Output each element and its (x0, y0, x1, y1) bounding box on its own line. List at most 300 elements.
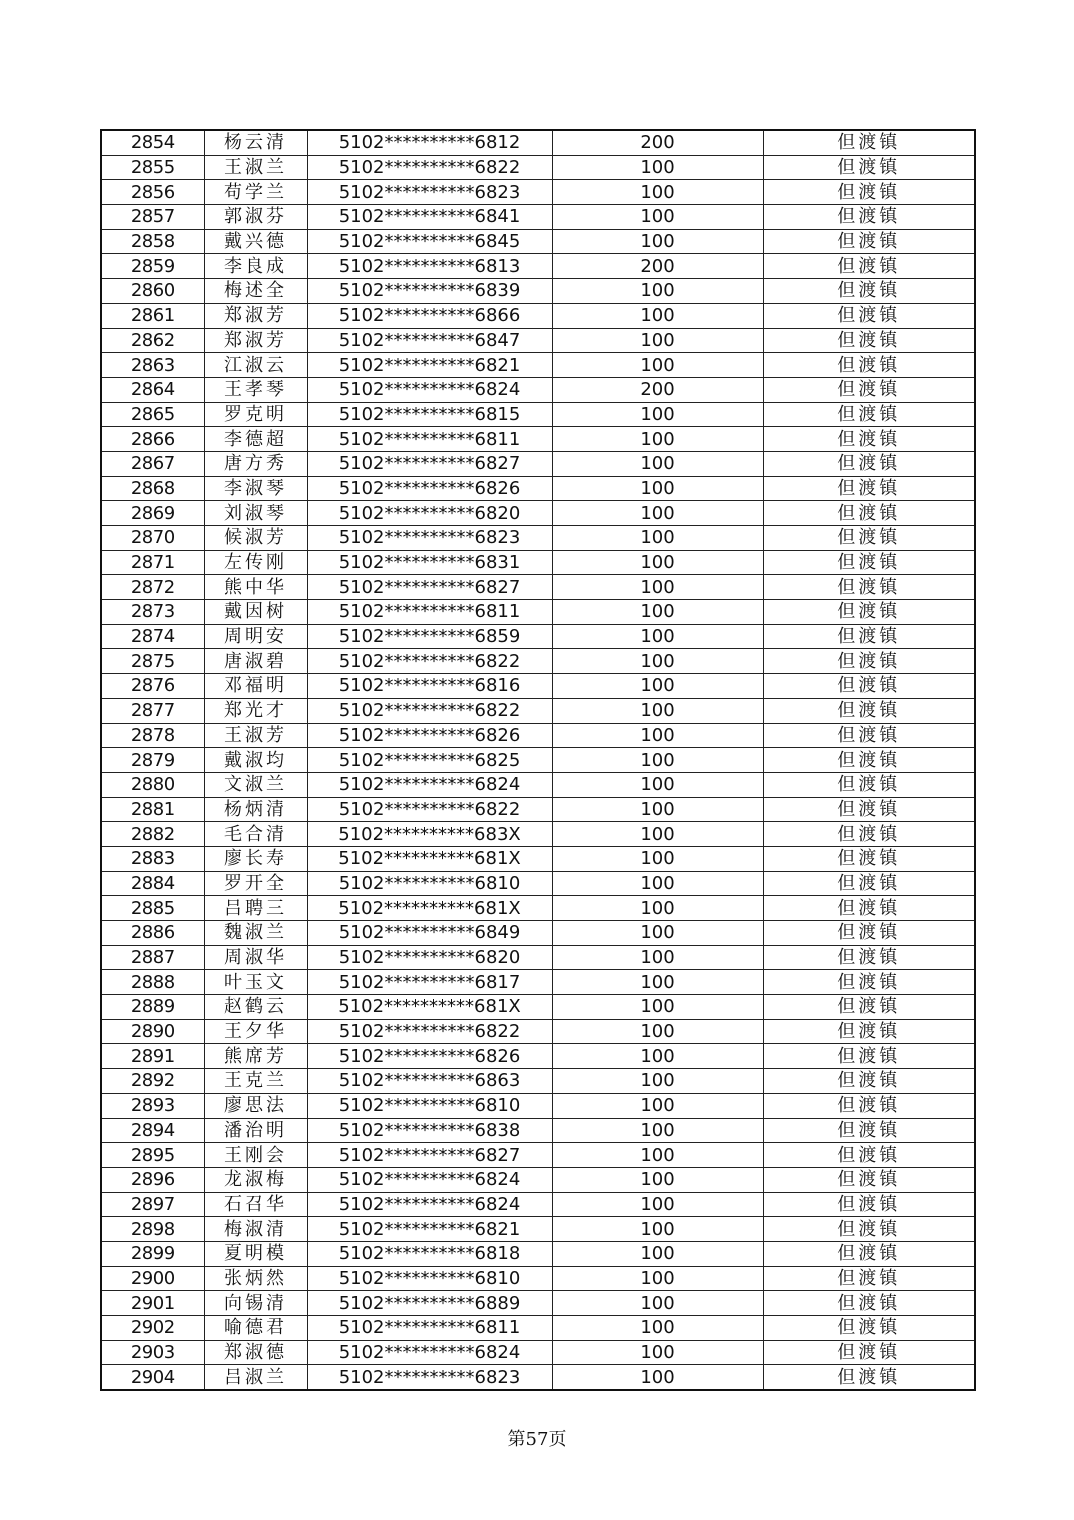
table-row (101, 921, 975, 946)
town-cell: 但渡镇 (763, 723, 975, 748)
table-row (101, 748, 975, 773)
amount-cell: 100 (552, 526, 763, 551)
name-cell: 向锡清 (204, 1291, 307, 1316)
table-row (101, 871, 975, 896)
table-row (101, 822, 975, 847)
id-number-cell: 5102**********6823 (307, 1365, 552, 1390)
amount-cell: 100 (552, 303, 763, 328)
row-number-cell: 2882 (101, 822, 204, 847)
amount-cell: 100 (552, 1118, 763, 1143)
row-number-cell: 2901 (101, 1291, 204, 1316)
row-number-cell: 2858 (101, 229, 204, 254)
town-cell: 但渡镇 (763, 1241, 975, 1266)
name-cell: 杨云清 (204, 130, 307, 155)
row-number-cell: 2866 (101, 427, 204, 452)
name-cell: 毛合清 (204, 822, 307, 847)
row-number-cell: 2896 (101, 1167, 204, 1192)
town-cell: 但渡镇 (763, 871, 975, 896)
id-number-cell: 5102**********6849 (307, 921, 552, 946)
amount-cell: 100 (552, 427, 763, 452)
name-cell: 罗开全 (204, 871, 307, 896)
name-cell: 王淑芳 (204, 723, 307, 748)
town-cell: 但渡镇 (763, 1069, 975, 1094)
name-cell: 赵鹤云 (204, 995, 307, 1020)
amount-cell: 100 (552, 451, 763, 476)
row-number-cell: 2871 (101, 550, 204, 575)
id-number-cell: 5102**********6826 (307, 723, 552, 748)
table-row (101, 1143, 975, 1168)
amount-cell: 200 (552, 377, 763, 402)
table-row (101, 624, 975, 649)
row-number-cell: 2898 (101, 1217, 204, 1242)
town-cell: 但渡镇 (763, 921, 975, 946)
id-number-cell: 5102**********6822 (307, 698, 552, 723)
amount-cell: 100 (552, 1019, 763, 1044)
amount-cell: 100 (552, 1093, 763, 1118)
table-row (101, 353, 975, 378)
town-cell: 但渡镇 (763, 476, 975, 501)
amount-cell: 100 (552, 1044, 763, 1069)
id-number-cell: 5102**********6841 (307, 205, 552, 230)
town-cell: 但渡镇 (763, 1365, 975, 1390)
table-row (101, 600, 975, 625)
name-cell: 周明安 (204, 624, 307, 649)
id-number-cell: 5102**********6863 (307, 1069, 552, 1094)
table-row (101, 130, 975, 155)
table-row (101, 995, 975, 1020)
town-cell: 但渡镇 (763, 501, 975, 526)
table-row (101, 674, 975, 699)
id-number-cell: 5102**********6826 (307, 1044, 552, 1069)
table-row (101, 1316, 975, 1341)
name-cell: 潘治明 (204, 1118, 307, 1143)
row-number-cell: 2862 (101, 328, 204, 353)
row-number-cell: 2887 (101, 945, 204, 970)
town-cell: 但渡镇 (763, 945, 975, 970)
row-number-cell: 2895 (101, 1143, 204, 1168)
town-cell: 但渡镇 (763, 377, 975, 402)
id-number-cell: 5102**********6824 (307, 1192, 552, 1217)
table-row (101, 155, 975, 180)
name-cell: 石召华 (204, 1192, 307, 1217)
name-cell: 苟学兰 (204, 180, 307, 205)
data-table (100, 129, 976, 1391)
town-cell: 但渡镇 (763, 279, 975, 304)
amount-cell: 100 (552, 945, 763, 970)
amount-cell: 100 (552, 846, 763, 871)
town-cell: 但渡镇 (763, 1291, 975, 1316)
row-number-cell: 2900 (101, 1266, 204, 1291)
town-cell: 但渡镇 (763, 797, 975, 822)
name-cell: 郑淑芳 (204, 328, 307, 353)
table-row (101, 1291, 975, 1316)
town-cell: 但渡镇 (763, 353, 975, 378)
row-number-cell: 2902 (101, 1316, 204, 1341)
id-number-cell: 5102**********6827 (307, 451, 552, 476)
name-cell: 邓福明 (204, 674, 307, 699)
id-number-cell: 5102**********6822 (307, 1019, 552, 1044)
amount-cell: 100 (552, 797, 763, 822)
row-number-cell: 2885 (101, 896, 204, 921)
table-row (101, 303, 975, 328)
town-cell: 但渡镇 (763, 1340, 975, 1365)
name-cell: 叶玉文 (204, 970, 307, 995)
town-cell: 但渡镇 (763, 1118, 975, 1143)
id-number-cell: 5102**********6823 (307, 526, 552, 551)
row-number-cell: 2869 (101, 501, 204, 526)
id-number-cell: 5102**********6817 (307, 970, 552, 995)
row-number-cell: 2883 (101, 846, 204, 871)
id-number-cell: 5102**********6824 (307, 377, 552, 402)
row-number-cell: 2856 (101, 180, 204, 205)
amount-cell: 100 (552, 772, 763, 797)
town-cell: 但渡镇 (763, 674, 975, 699)
amount-cell: 100 (552, 353, 763, 378)
town-cell: 但渡镇 (763, 1167, 975, 1192)
row-number-cell: 2903 (101, 1340, 204, 1365)
table-row (101, 451, 975, 476)
row-number-cell: 2879 (101, 748, 204, 773)
town-cell: 但渡镇 (763, 427, 975, 452)
town-cell: 但渡镇 (763, 1044, 975, 1069)
row-number-cell: 2897 (101, 1192, 204, 1217)
amount-cell: 100 (552, 1143, 763, 1168)
row-number-cell: 2857 (101, 205, 204, 230)
row-number-cell: 2886 (101, 921, 204, 946)
table-row (101, 180, 975, 205)
town-cell: 但渡镇 (763, 748, 975, 773)
amount-cell: 100 (552, 698, 763, 723)
amount-cell: 100 (552, 624, 763, 649)
name-cell: 李德超 (204, 427, 307, 452)
row-number-cell: 2867 (101, 451, 204, 476)
table-row (101, 698, 975, 723)
town-cell: 但渡镇 (763, 328, 975, 353)
id-number-cell: 5102**********6818 (307, 1241, 552, 1266)
table-row (101, 1069, 975, 1094)
table-row (101, 229, 975, 254)
table-row (101, 1365, 975, 1390)
town-cell: 但渡镇 (763, 970, 975, 995)
name-cell: 戴因树 (204, 600, 307, 625)
row-number-cell: 2891 (101, 1044, 204, 1069)
table-row (101, 575, 975, 600)
row-number-cell: 2860 (101, 279, 204, 304)
id-number-cell: 5102**********6827 (307, 1143, 552, 1168)
id-number-cell: 5102**********6824 (307, 1340, 552, 1365)
amount-cell: 100 (552, 871, 763, 896)
amount-cell: 100 (552, 995, 763, 1020)
name-cell: 唐淑碧 (204, 649, 307, 674)
name-cell: 江淑云 (204, 353, 307, 378)
town-cell: 但渡镇 (763, 155, 975, 180)
id-number-cell: 5102**********6889 (307, 1291, 552, 1316)
id-number-cell: 5102**********6812 (307, 130, 552, 155)
amount-cell: 100 (552, 501, 763, 526)
table-row (101, 550, 975, 575)
town-cell: 但渡镇 (763, 846, 975, 871)
name-cell: 王克兰 (204, 1069, 307, 1094)
row-number-cell: 2873 (101, 600, 204, 625)
name-cell: 郑光才 (204, 698, 307, 723)
town-cell: 但渡镇 (763, 451, 975, 476)
town-cell: 但渡镇 (763, 649, 975, 674)
name-cell: 王孝琴 (204, 377, 307, 402)
table-row (101, 1192, 975, 1217)
id-number-cell: 5102**********683X (307, 822, 552, 847)
table-row (101, 1217, 975, 1242)
table-row (101, 1241, 975, 1266)
amount-cell: 100 (552, 1241, 763, 1266)
amount-cell: 100 (552, 550, 763, 575)
name-cell: 李淑琴 (204, 476, 307, 501)
amount-cell: 100 (552, 748, 763, 773)
amount-cell: 100 (552, 1167, 763, 1192)
name-cell: 左传刚 (204, 550, 307, 575)
town-cell: 但渡镇 (763, 1217, 975, 1242)
table-row (101, 772, 975, 797)
table-row (101, 328, 975, 353)
row-number-cell: 2893 (101, 1093, 204, 1118)
row-number-cell: 2904 (101, 1365, 204, 1390)
name-cell: 张炳然 (204, 1266, 307, 1291)
id-number-cell: 5102**********6845 (307, 229, 552, 254)
row-number-cell: 2890 (101, 1019, 204, 1044)
id-number-cell: 5102**********6820 (307, 501, 552, 526)
amount-cell: 100 (552, 180, 763, 205)
name-cell: 喻德君 (204, 1316, 307, 1341)
town-cell: 但渡镇 (763, 130, 975, 155)
row-number-cell: 2861 (101, 303, 204, 328)
table-row (101, 1118, 975, 1143)
town-cell: 但渡镇 (763, 402, 975, 427)
id-number-cell: 5102**********6826 (307, 476, 552, 501)
table-row (101, 896, 975, 921)
table-row (101, 254, 975, 279)
name-cell: 龙淑梅 (204, 1167, 307, 1192)
id-number-cell: 5102**********6810 (307, 1266, 552, 1291)
table-row (101, 649, 975, 674)
name-cell: 戴淑均 (204, 748, 307, 773)
name-cell: 郑淑芳 (204, 303, 307, 328)
table-row (101, 846, 975, 871)
table-row (101, 279, 975, 304)
id-number-cell: 5102**********6810 (307, 871, 552, 896)
name-cell: 熊中华 (204, 575, 307, 600)
town-cell: 但渡镇 (763, 896, 975, 921)
amount-cell: 100 (552, 822, 763, 847)
row-number-cell: 2889 (101, 995, 204, 1020)
row-number-cell: 2865 (101, 402, 204, 427)
name-cell: 王刚会 (204, 1143, 307, 1168)
name-cell: 戴兴德 (204, 229, 307, 254)
amount-cell: 100 (552, 1365, 763, 1390)
id-number-cell: 5102**********681X (307, 846, 552, 871)
name-cell: 夏明模 (204, 1241, 307, 1266)
town-cell: 但渡镇 (763, 1143, 975, 1168)
amount-cell: 100 (552, 1291, 763, 1316)
id-number-cell: 5102**********6811 (307, 600, 552, 625)
town-cell: 但渡镇 (763, 303, 975, 328)
amount-cell: 100 (552, 328, 763, 353)
id-number-cell: 5102**********6811 (307, 1316, 552, 1341)
id-number-cell: 5102**********6825 (307, 748, 552, 773)
town-cell: 但渡镇 (763, 229, 975, 254)
table-row (101, 1044, 975, 1069)
amount-cell: 100 (552, 1316, 763, 1341)
row-number-cell: 2854 (101, 130, 204, 155)
amount-cell: 100 (552, 600, 763, 625)
name-cell: 梅述全 (204, 279, 307, 304)
town-cell: 但渡镇 (763, 1093, 975, 1118)
row-number-cell: 2863 (101, 353, 204, 378)
id-number-cell: 5102**********6810 (307, 1093, 552, 1118)
town-cell: 但渡镇 (763, 575, 975, 600)
id-number-cell: 5102**********6815 (307, 402, 552, 427)
amount-cell: 100 (552, 205, 763, 230)
table-body (101, 130, 975, 1390)
table-row (101, 797, 975, 822)
name-cell: 梅淑清 (204, 1217, 307, 1242)
row-number-cell: 2870 (101, 526, 204, 551)
name-cell: 廖长寿 (204, 846, 307, 871)
amount-cell: 100 (552, 1340, 763, 1365)
id-number-cell: 5102**********6824 (307, 772, 552, 797)
table-row (101, 723, 975, 748)
row-number-cell: 2894 (101, 1118, 204, 1143)
row-number-cell: 2874 (101, 624, 204, 649)
id-number-cell: 5102**********6811 (307, 427, 552, 452)
table-row (101, 526, 975, 551)
id-number-cell: 5102**********6822 (307, 155, 552, 180)
name-cell: 魏淑兰 (204, 921, 307, 946)
name-cell: 王夕华 (204, 1019, 307, 1044)
id-number-cell: 5102**********6859 (307, 624, 552, 649)
amount-cell: 100 (552, 155, 763, 180)
table-row (101, 1340, 975, 1365)
town-cell: 但渡镇 (763, 180, 975, 205)
table-row (101, 970, 975, 995)
id-number-cell: 5102**********681X (307, 995, 552, 1020)
town-cell: 但渡镇 (763, 624, 975, 649)
amount-cell: 100 (552, 279, 763, 304)
name-cell: 郭淑芬 (204, 205, 307, 230)
id-number-cell: 5102**********6824 (307, 1167, 552, 1192)
row-number-cell: 2864 (101, 377, 204, 402)
page-number: 第57页 (507, 1429, 567, 1450)
amount-cell: 100 (552, 229, 763, 254)
id-number-cell: 5102**********6821 (307, 1217, 552, 1242)
id-number-cell: 5102**********6820 (307, 945, 552, 970)
table-row (101, 1266, 975, 1291)
name-cell: 吕淑兰 (204, 1365, 307, 1390)
amount-cell: 100 (552, 575, 763, 600)
id-number-cell: 5102**********681X (307, 896, 552, 921)
id-number-cell: 5102**********6821 (307, 353, 552, 378)
amount-cell: 100 (552, 1266, 763, 1291)
row-number-cell: 2878 (101, 723, 204, 748)
table-row (101, 1093, 975, 1118)
row-number-cell: 2855 (101, 155, 204, 180)
amount-cell: 100 (552, 476, 763, 501)
id-number-cell: 5102**********6816 (307, 674, 552, 699)
town-cell: 但渡镇 (763, 1192, 975, 1217)
town-cell: 但渡镇 (763, 1316, 975, 1341)
amount-cell: 100 (552, 674, 763, 699)
name-cell: 李良成 (204, 254, 307, 279)
row-number-cell: 2859 (101, 254, 204, 279)
id-number-cell: 5102**********6822 (307, 649, 552, 674)
row-number-cell: 2872 (101, 575, 204, 600)
table-row (101, 1019, 975, 1044)
id-number-cell: 5102**********6831 (307, 550, 552, 575)
table-row (101, 476, 975, 501)
amount-cell: 100 (552, 921, 763, 946)
id-number-cell: 5102**********6822 (307, 797, 552, 822)
amount-cell: 200 (552, 254, 763, 279)
amount-cell: 100 (552, 649, 763, 674)
amount-cell: 200 (552, 130, 763, 155)
town-cell: 但渡镇 (763, 205, 975, 230)
town-cell: 但渡镇 (763, 995, 975, 1020)
id-number-cell: 5102**********6866 (307, 303, 552, 328)
row-number-cell: 2899 (101, 1241, 204, 1266)
name-cell: 候淑芳 (204, 526, 307, 551)
town-cell: 但渡镇 (763, 698, 975, 723)
row-number-cell: 2875 (101, 649, 204, 674)
name-cell: 王淑兰 (204, 155, 307, 180)
name-cell: 吕聘三 (204, 896, 307, 921)
town-cell: 但渡镇 (763, 1266, 975, 1291)
table-row (101, 501, 975, 526)
town-cell: 但渡镇 (763, 772, 975, 797)
amount-cell: 100 (552, 1217, 763, 1242)
row-number-cell: 2881 (101, 797, 204, 822)
row-number-cell: 2868 (101, 476, 204, 501)
id-number-cell: 5102**********6839 (307, 279, 552, 304)
table-row (101, 945, 975, 970)
id-number-cell: 5102**********6847 (307, 328, 552, 353)
id-number-cell: 5102**********6827 (307, 575, 552, 600)
town-cell: 但渡镇 (763, 526, 975, 551)
name-cell: 熊席芳 (204, 1044, 307, 1069)
town-cell: 但渡镇 (763, 600, 975, 625)
table-row (101, 402, 975, 427)
name-cell: 周淑华 (204, 945, 307, 970)
id-number-cell: 5102**********6823 (307, 180, 552, 205)
row-number-cell: 2892 (101, 1069, 204, 1094)
table-row (101, 427, 975, 452)
amount-cell: 100 (552, 402, 763, 427)
town-cell: 但渡镇 (763, 822, 975, 847)
table-row (101, 1167, 975, 1192)
name-cell: 罗克明 (204, 402, 307, 427)
id-number-cell: 5102**********6813 (307, 254, 552, 279)
row-number-cell: 2884 (101, 871, 204, 896)
table-row (101, 205, 975, 230)
name-cell: 刘淑琴 (204, 501, 307, 526)
row-number-cell: 2880 (101, 772, 204, 797)
town-cell: 但渡镇 (763, 254, 975, 279)
name-cell: 廖思法 (204, 1093, 307, 1118)
name-cell: 杨炳清 (204, 797, 307, 822)
name-cell: 唐方秀 (204, 451, 307, 476)
amount-cell: 100 (552, 1069, 763, 1094)
row-number-cell: 2877 (101, 698, 204, 723)
amount-cell: 100 (552, 723, 763, 748)
name-cell: 文淑兰 (204, 772, 307, 797)
table-row (101, 377, 975, 402)
